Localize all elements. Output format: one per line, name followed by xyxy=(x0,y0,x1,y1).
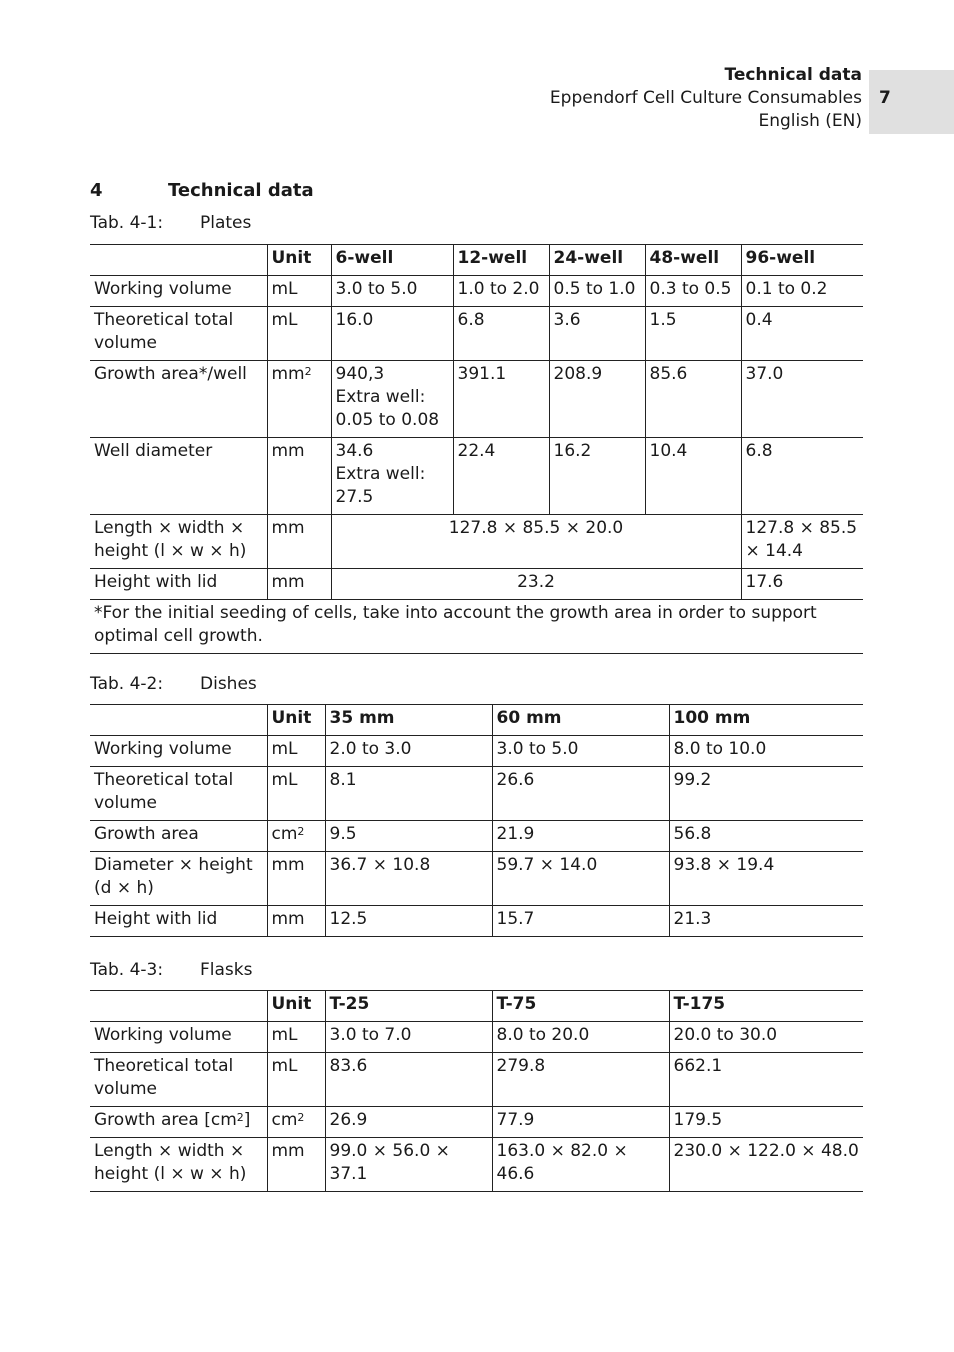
table-cell: 6.8 xyxy=(741,438,863,515)
table-cell: 6.8 xyxy=(453,307,549,361)
row-label xyxy=(90,1107,267,1138)
unit-cell: mm xyxy=(267,852,325,906)
unit-superscript: 2 xyxy=(297,1111,305,1124)
table-header-row xyxy=(90,705,863,736)
table-cell: 36.7 × 10.8 xyxy=(325,852,492,906)
table-cell: 15.7 xyxy=(492,906,669,937)
cell-line: 34.6 xyxy=(335,441,374,461)
row-label: Well diameter xyxy=(90,438,267,515)
row-label: Growth area*/well xyxy=(90,361,267,438)
section-heading xyxy=(90,180,314,201)
table-row xyxy=(90,1107,863,1138)
header-cell: Unit xyxy=(267,705,325,736)
table-cell: 12.5 xyxy=(325,906,492,937)
table-cell: 17.6 xyxy=(741,569,863,600)
table-cell: 16.2 xyxy=(549,438,645,515)
table-header-row xyxy=(90,245,863,276)
unit-cell: mL xyxy=(267,307,331,361)
table-cell: 662.1 xyxy=(669,1053,863,1107)
table-cell: 208.9 xyxy=(549,361,645,438)
table-row xyxy=(90,438,863,515)
header-cell: 60 mm xyxy=(492,705,669,736)
header-cell: 35 mm xyxy=(325,705,492,736)
row-label: Theoretical total volume xyxy=(90,307,267,361)
cell-line: 0.05 to 0.08 xyxy=(335,410,440,430)
table-cell: 99.0 × 56.0 × 37.1 xyxy=(325,1138,492,1192)
row-label xyxy=(90,852,267,906)
label-text: ] xyxy=(243,1110,251,1130)
table-cell: 0.5 to 1.0 xyxy=(549,276,645,307)
unit-cell: mm xyxy=(267,1138,325,1192)
page-number-tab xyxy=(869,70,954,134)
header-cell: 12-well xyxy=(453,245,549,276)
table-cell: 22.4 xyxy=(453,438,549,515)
header-cell: 24-well xyxy=(549,245,645,276)
table-row xyxy=(90,821,863,852)
table-cell: 2.0 to 3.0 xyxy=(325,736,492,767)
row-label: Working volume xyxy=(90,276,267,307)
row-label xyxy=(90,1138,267,1192)
table-cell: 8.0 to 10.0 xyxy=(669,736,863,767)
unit-text: mm xyxy=(271,364,305,384)
flasks-table xyxy=(90,990,863,1192)
table-cell: 21.3 xyxy=(669,906,863,937)
row-label: Height with lid xyxy=(90,569,267,600)
cell-line: Extra well: xyxy=(335,464,426,484)
cell-line: Length × width × xyxy=(94,1141,245,1161)
dishes-caption-title: Dishes xyxy=(200,674,257,694)
row-label: Theoretical total volume xyxy=(90,767,267,821)
table-cell: 26.9 xyxy=(325,1107,492,1138)
table-row xyxy=(90,767,863,821)
header-cell: 48-well xyxy=(645,245,741,276)
merged-cell: 127.8 × 85.5 × 20.0 xyxy=(331,515,741,569)
table-row xyxy=(90,1022,863,1053)
merged-cell: 23.2 xyxy=(331,569,741,600)
unit-cell: mm xyxy=(267,906,325,937)
dishes-caption xyxy=(90,674,257,694)
flasks-caption-title: Flasks xyxy=(200,960,253,980)
header-cell: 96-well xyxy=(741,245,863,276)
table-row xyxy=(90,307,863,361)
header-cell xyxy=(90,245,267,276)
table-cell: 21.9 xyxy=(492,821,669,852)
cell-line: 127.8 × 85.5 xyxy=(745,518,858,538)
table-cell: 8.1 xyxy=(325,767,492,821)
cell-line: Extra well: xyxy=(335,387,426,407)
table-cell xyxy=(331,438,453,515)
header-cell: T-25 xyxy=(325,991,492,1022)
table-cell: 1.5 xyxy=(645,307,741,361)
header-cell xyxy=(90,991,267,1022)
unit-cell xyxy=(267,1107,325,1138)
header-cell: Unit xyxy=(267,991,325,1022)
table-cell: 93.8 × 19.4 xyxy=(669,852,863,906)
header-language: English (EN) xyxy=(758,111,862,131)
table-cell: 1.0 to 2.0 xyxy=(453,276,549,307)
section-number: 4 xyxy=(90,180,103,201)
row-label: Height with lid xyxy=(90,906,267,937)
table-cell: 16.0 xyxy=(331,307,453,361)
table-cell: 99.2 xyxy=(669,767,863,821)
header-cell: Unit xyxy=(267,245,331,276)
table-cell: 83.6 xyxy=(325,1053,492,1107)
unit-cell: mL xyxy=(267,1053,325,1107)
unit-text: cm xyxy=(271,824,298,844)
unit-cell: mL xyxy=(267,767,325,821)
table-row xyxy=(90,852,863,906)
table-row xyxy=(90,515,863,569)
plates-caption-title: Plates xyxy=(200,213,252,233)
cell-line: (d × h) xyxy=(94,878,154,898)
header-cell: 6-well xyxy=(331,245,453,276)
header-product: Eppendorf Cell Culture Consumables xyxy=(549,88,862,108)
table-cell: 59.7 × 14.0 xyxy=(492,852,669,906)
table-header-row xyxy=(90,991,863,1022)
row-label: Working volume xyxy=(90,1022,267,1053)
table-cell: 391.1 xyxy=(453,361,549,438)
unit-cell: mL xyxy=(267,1022,325,1053)
dishes-caption-label: Tab. 4-2: xyxy=(90,674,164,694)
table-cell: 85.6 xyxy=(645,361,741,438)
table-cell: 77.9 xyxy=(492,1107,669,1138)
plates-caption-label: Tab. 4-1: xyxy=(90,213,164,233)
table-cell: 0.4 xyxy=(741,307,863,361)
unit-cell: mL xyxy=(267,276,331,307)
table-cell: 3.6 xyxy=(549,307,645,361)
section-title: Technical data xyxy=(168,180,314,201)
table-cell: 3.0 to 5.0 xyxy=(331,276,453,307)
row-label: Theoretical total volume xyxy=(90,1053,267,1107)
table-cell: 3.0 to 5.0 xyxy=(492,736,669,767)
unit-superscript: 2 xyxy=(297,825,305,838)
table-row xyxy=(90,736,863,767)
plates-table xyxy=(90,244,863,654)
table-row xyxy=(90,569,863,600)
row-label: Working volume xyxy=(90,736,267,767)
footnote: *For the initial seeding of cells, take into account the growth area in order to support optimal cell growth. xyxy=(90,600,863,654)
table-row xyxy=(90,906,863,937)
header-title: Technical data xyxy=(724,65,862,85)
unit-cell: mm xyxy=(267,515,331,569)
cell-line: height (l × w × h) xyxy=(94,541,247,561)
table-row xyxy=(90,361,863,438)
label-superscript: 2 xyxy=(236,1111,244,1124)
header-cell xyxy=(90,705,267,736)
cell-line: Length × width × xyxy=(94,518,245,538)
table-cell: 163.0 × 82.0 × 46.6 xyxy=(492,1138,669,1192)
unit-cell: mm xyxy=(267,438,331,515)
cell-line: × 14.4 xyxy=(745,541,803,561)
unit-cell: mL xyxy=(267,736,325,767)
table-row xyxy=(90,1138,863,1192)
cell-line: Diameter × height xyxy=(94,855,253,875)
table-cell: 9.5 xyxy=(325,821,492,852)
table-cell: 26.6 xyxy=(492,767,669,821)
flasks-caption xyxy=(90,960,252,980)
table-cell: 230.0 × 122.0 × 48.0 xyxy=(669,1138,863,1192)
label-text: Growth area [cm xyxy=(94,1110,237,1130)
row-label: Growth area xyxy=(90,821,267,852)
row-label xyxy=(90,515,267,569)
table-cell: 8.0 to 20.0 xyxy=(492,1022,669,1053)
unit-cell xyxy=(267,361,331,438)
cell-line: 27.5 xyxy=(335,487,374,507)
cell-line: 940,3 xyxy=(335,364,385,384)
table-cell: 56.8 xyxy=(669,821,863,852)
plates-caption xyxy=(90,213,251,233)
table-cell: 3.0 to 7.0 xyxy=(325,1022,492,1053)
table-cell: 20.0 to 30.0 xyxy=(669,1022,863,1053)
table-cell: 0.3 to 0.5 xyxy=(645,276,741,307)
table-cell: 179.5 xyxy=(669,1107,863,1138)
running-header xyxy=(550,64,862,133)
table-cell xyxy=(741,515,863,569)
table-cell: 37.0 xyxy=(741,361,863,438)
cell-line: height (l × w × h) xyxy=(94,1164,247,1184)
page-number: 7 xyxy=(879,88,891,108)
header-cell: T-75 xyxy=(492,991,669,1022)
unit-cell: mm xyxy=(267,569,331,600)
table-cell xyxy=(331,361,453,438)
header-cell: T-175 xyxy=(669,991,863,1022)
table-row xyxy=(90,1053,863,1107)
table-cell: 10.4 xyxy=(645,438,741,515)
footnote-row xyxy=(90,600,863,654)
unit-superscript: 2 xyxy=(304,365,312,378)
table-cell: 0.1 to 0.2 xyxy=(741,276,863,307)
unit-text: cm xyxy=(271,1110,298,1130)
table-cell: 279.8 xyxy=(492,1053,669,1107)
header-cell: 100 mm xyxy=(669,705,863,736)
dishes-table xyxy=(90,704,863,937)
unit-cell xyxy=(267,821,325,852)
table-row xyxy=(90,276,863,307)
flasks-caption-label: Tab. 4-3: xyxy=(90,960,164,980)
